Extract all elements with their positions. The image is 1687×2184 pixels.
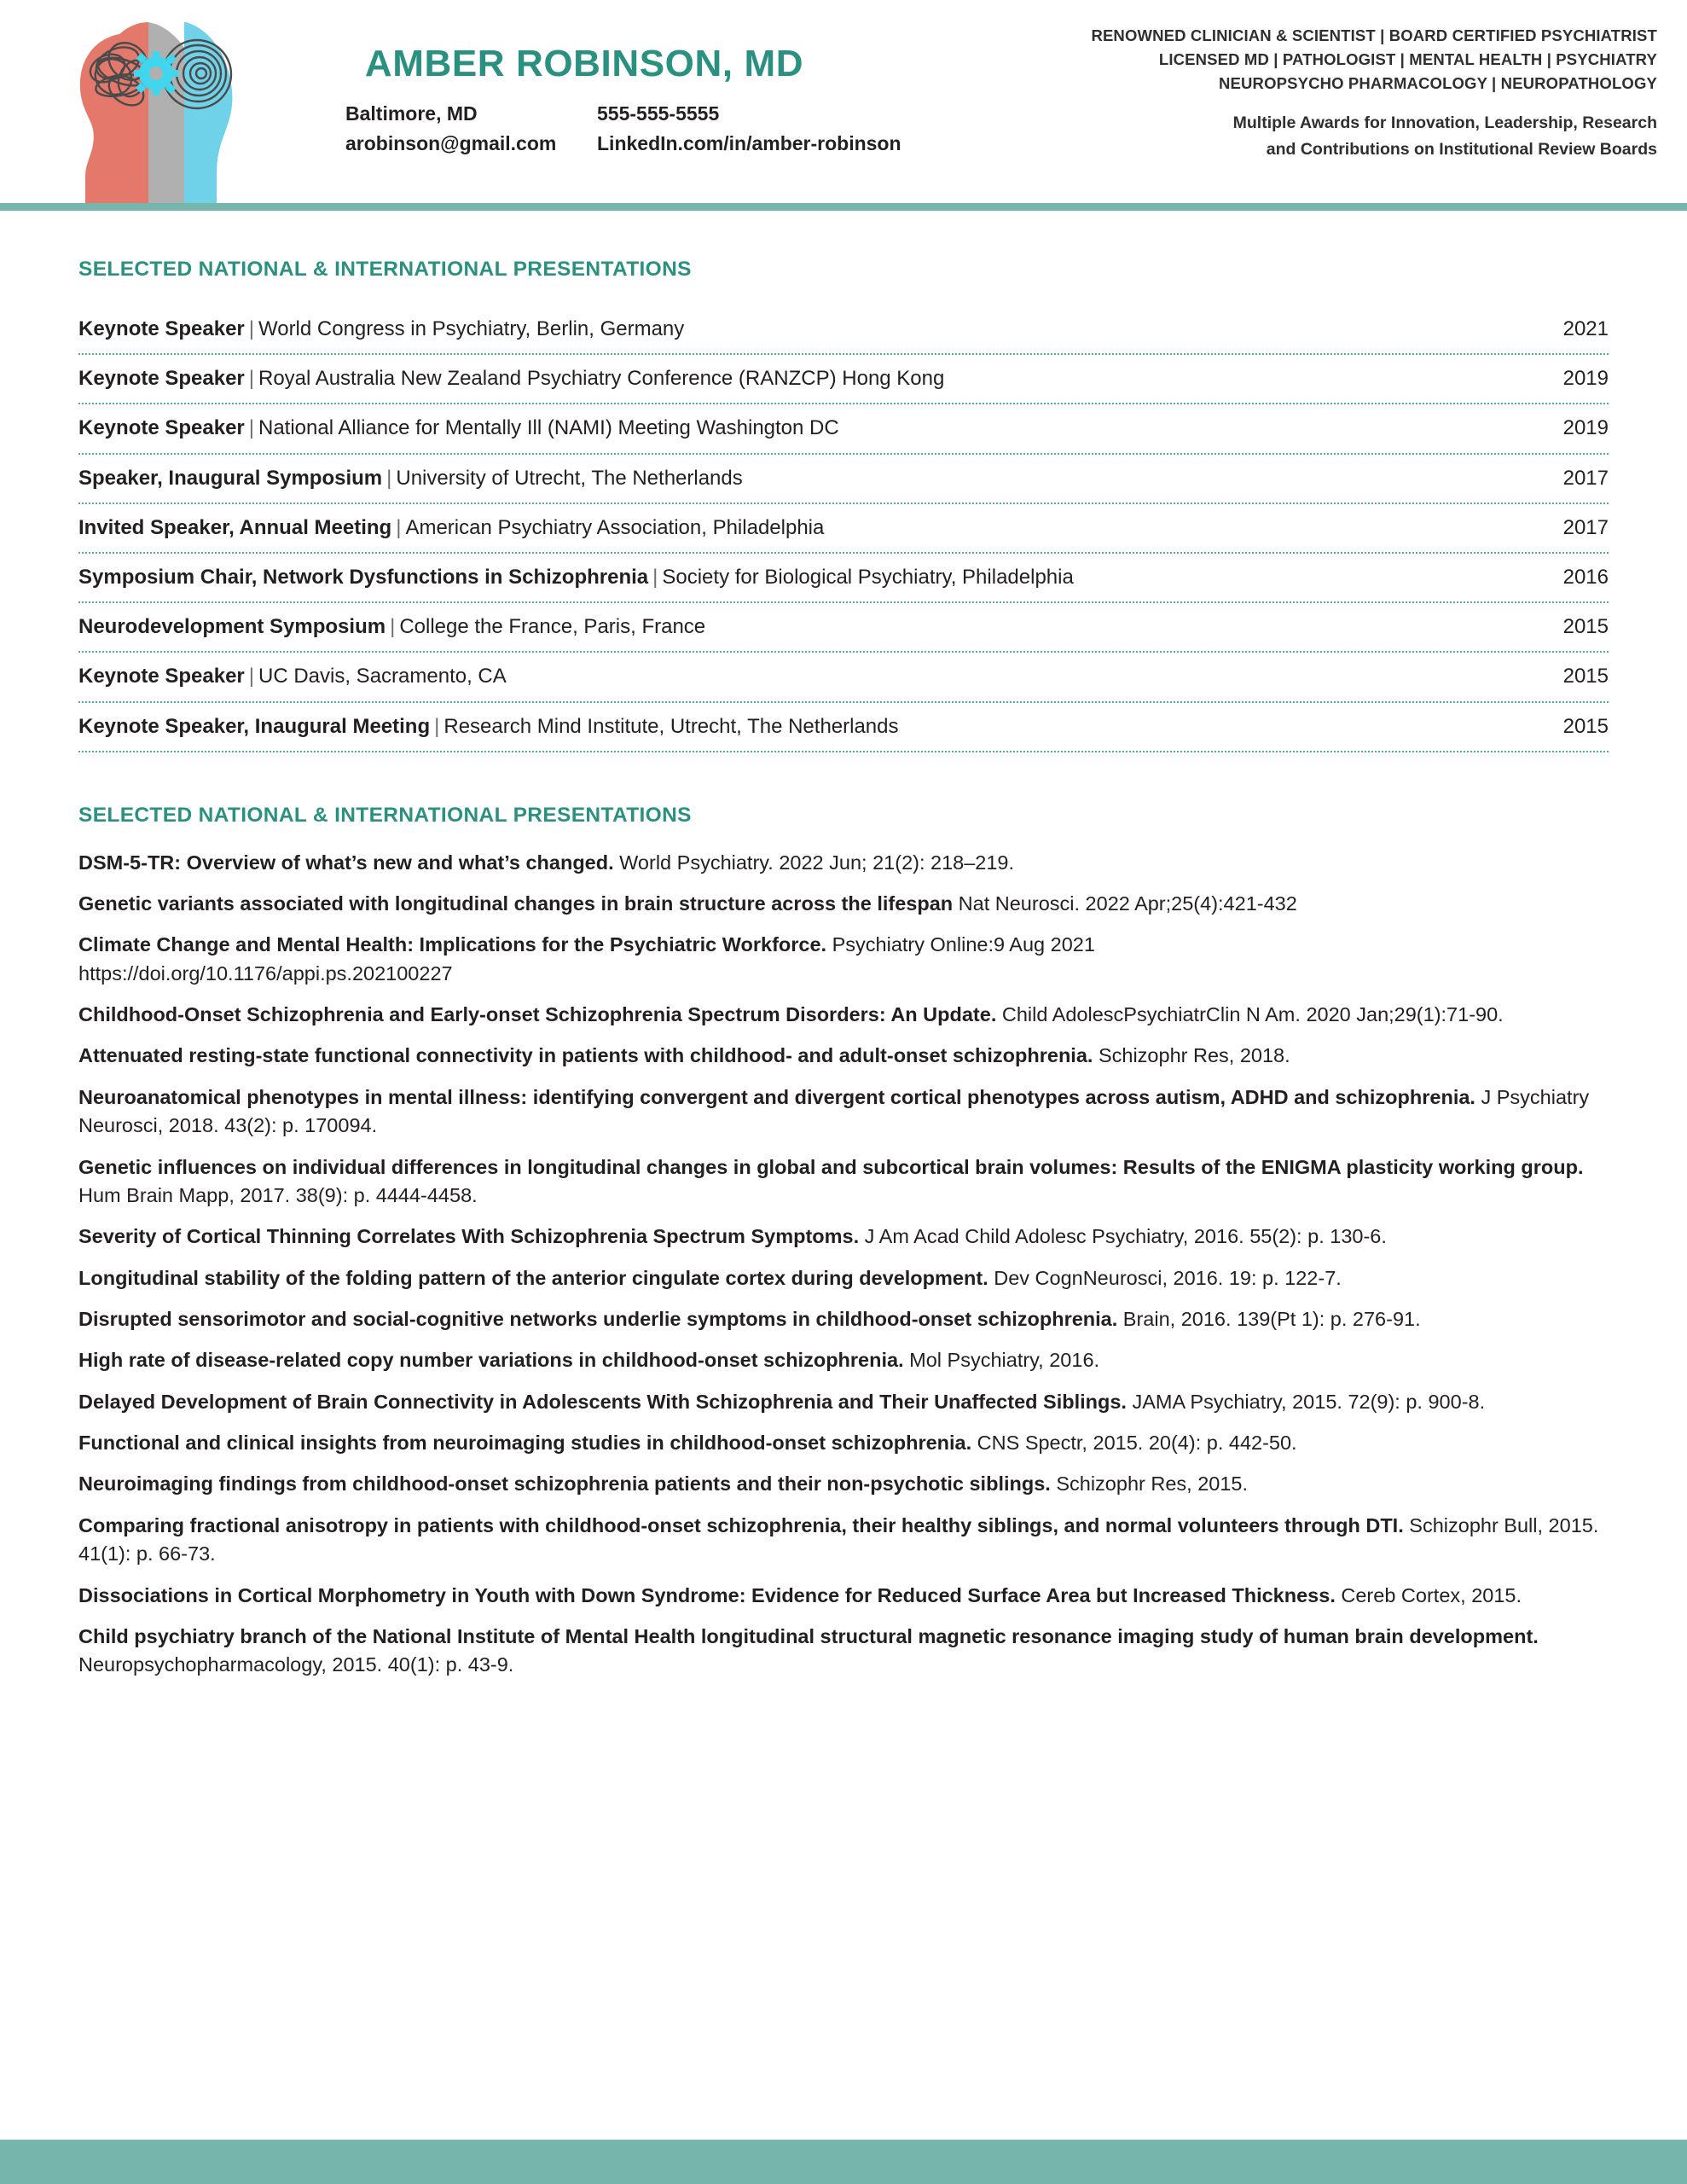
credential-line-3: NEUROPSYCHO PHARMACOLOGY | NEUROPATHOLOGY: [1219, 74, 1657, 93]
publication-title: Genetic variants associated with longitudinal changes in brain structure across the lifespan: [78, 892, 954, 915]
presentation-role: Invited Speaker, Annual Meeting: [78, 515, 392, 539]
pipe-separator: |: [652, 565, 658, 589]
presentation-role: Keynote Speaker: [78, 665, 245, 688]
publication-citation: JAMA Psychiatry, 2015. 72(9): p. 900-8.: [1126, 1390, 1486, 1413]
presentation-role: Keynote Speaker: [78, 367, 245, 391]
contact-email[interactable]: arobinson@gmail.com: [345, 132, 557, 155]
presentation-role: Keynote Speaker: [78, 317, 245, 340]
presentation-role: Keynote Speaker, Inaugural Meeting: [78, 714, 431, 738]
presentation-year: 2015: [1562, 665, 1609, 688]
publication-item: [78, 890, 1609, 918]
presentation-year: 2015: [1562, 615, 1609, 639]
publication-title: Functional and clinical insights from neuroimaging studies in childhood-onset schizophrenia.: [78, 1432, 972, 1455]
presentation-text: [78, 613, 705, 640]
publication-item: [78, 1083, 1609, 1141]
presentations-list: [78, 305, 1609, 752]
presentation-detail: University of Utrecht, The Netherlands: [396, 466, 743, 490]
publication-citation: J Am Acad Child Adolesc Psychiatry, 2016. 55(2): p. 130-6.: [859, 1225, 1387, 1248]
contact-linkedin[interactable]: LinkedIn.com/in/amber-robinson: [597, 132, 901, 155]
awards-line-2: and Contributions on Institutional Review Boards: [1266, 139, 1657, 159]
publication-item: [78, 1305, 1609, 1333]
publication-item: [78, 1223, 1609, 1251]
presentation-detail: Research Mind Institute, Utrecht, The Netherlands: [443, 714, 899, 738]
header-divider: [0, 203, 1687, 211]
pipe-separator: |: [386, 466, 392, 490]
publication-title: High rate of disease-related copy number variations in childhood-onset schizophrenia.: [78, 1349, 904, 1372]
publication-title: Neuroanatomical phenotypes in mental illness: identifying convergent and divergent cortical phenotypes across autism, ADHD and schizophrenia.: [78, 1085, 1475, 1108]
publication-title: Childhood-Onset Schizophrenia and Early-onset Schizophrenia Spectrum Disorders: An Update.: [78, 1003, 997, 1026]
publication-title: Longitudinal stability of the folding pattern of the anterior cingulate cortex during development.: [78, 1266, 988, 1289]
presentation-year: 2017: [1562, 515, 1609, 539]
publication-citation: Brain, 2016. 139(Pt 1): p. 276-91.: [1117, 1308, 1421, 1330]
publication-citation: Schizophr Bull, 2015. 41(1): p. 66-73.: [78, 1513, 1599, 1565]
publication-citation: J Psychiatry Neurosci, 2018. 43(2): p. 170094.: [78, 1085, 1590, 1137]
resume-header: [0, 0, 1687, 203]
presentation-row: [78, 603, 1609, 653]
resume-content: [0, 211, 1687, 1693]
publication-doi-link[interactable]: https://doi.org/10.1176/appi.ps.202100227: [78, 961, 453, 985]
presentation-row: [78, 305, 1609, 355]
presentation-role: Speaker, Inaugural Symposium: [78, 466, 383, 490]
presentation-text: [78, 316, 684, 342]
presentation-detail: Society for Biological Psychiatry, Philadelphia: [662, 565, 1074, 589]
publication-citation: Dev CognNeurosci, 2016. 19: p. 122-7.: [988, 1266, 1342, 1289]
presentation-year: 2015: [1562, 714, 1609, 738]
presentation-row: [78, 653, 1609, 702]
presentation-year: 2019: [1562, 416, 1609, 440]
publication-item: [78, 1042, 1609, 1070]
page-title: AMBER ROBINSON, MD: [364, 43, 804, 84]
presentation-detail: Royal Australia New Zealand Psychiatry Conference (RANZCP) Hong Kong: [258, 367, 945, 391]
credential-line-1: RENOWNED CLINICIAN & SCIENTIST | BOARD CERTIFIED PSYCHIATRIST: [1091, 26, 1657, 44]
awards-line-1: Multiple Awards for Innovation, Leadership, Research: [1232, 113, 1657, 133]
publication-item: [78, 1346, 1609, 1374]
presentation-role: Neurodevelopment Symposium: [78, 615, 386, 639]
publication-citation: Child AdolescPsychiatrClin N Am. 2020 Jan;29(1):71-90.: [996, 1003, 1504, 1026]
name-and-contact-block: [345, 44, 959, 155]
publication-citation: Neuropsychopharmacology, 2015. 40(1): p. 43-9.: [78, 1653, 514, 1676]
publication-title: Severity of Cortical Thinning Correlates With Schizophrenia Spectrum Symptoms.: [78, 1225, 860, 1248]
pipe-separator: |: [434, 714, 440, 738]
presentation-text: [78, 713, 899, 740]
presentation-text: [78, 564, 1074, 590]
pipe-separator: |: [248, 665, 254, 688]
presentation-role: Symposium Chair, Network Dysfunctions in Schizophrenia: [78, 565, 649, 589]
publication-title: Neuroimaging findings from childhood-onset schizophrenia patients and their non-psychotic siblings.: [78, 1472, 1051, 1496]
publication-title: Dissociations in Cortical Morphometry in Youth with Down Syndrome: Evidence for Reduced Surface Area but Increased Thickness.: [78, 1583, 1336, 1606]
presentation-row: [78, 455, 1609, 504]
contact-location: Baltimore, MD: [345, 102, 478, 125]
presentation-text: [78, 415, 839, 441]
credentials-tagline: [1026, 24, 1657, 162]
presentation-row: [78, 355, 1609, 404]
footer-bar: [0, 2140, 1687, 2184]
presentation-year: 2016: [1562, 565, 1609, 589]
pipe-separator: |: [248, 317, 254, 340]
publication-title: Child psychiatry branch of the National Institute of Mental Health longitudinal structural magnetic resonance imaging study of human brain development.: [78, 1624, 1539, 1647]
publication-item: [78, 1582, 1609, 1610]
contact-grid: [345, 102, 959, 155]
publications-list: [78, 849, 1609, 1680]
publication-citation: Nat Neurosci. 2022 Apr;25(4):421-432: [953, 892, 1297, 915]
presentation-year: 2021: [1562, 317, 1609, 340]
presentation-year: 2017: [1562, 466, 1609, 490]
publication-item: [78, 849, 1609, 877]
publication-citation: Psychiatry Online:9 Aug 2021: [826, 933, 1095, 956]
publication-item: [78, 1001, 1609, 1029]
publication-item: [78, 1512, 1609, 1569]
publication-title: Genetic influences on individual differences in longitudinal changes in global and subcortical brain volumes: Results of the ENIGMA plasticity working group.: [78, 1155, 1584, 1178]
pipe-separator: |: [396, 515, 402, 539]
presentation-year: 2019: [1562, 367, 1609, 391]
credential-line-2: LICENSED MD | PATHOLOGIST | MENTAL HEALTH | PSYCHIATRY: [1158, 50, 1657, 69]
presentation-detail: National Alliance for Mentally Ill (NAMI) Meeting Washington DC: [258, 416, 839, 440]
publication-item: [78, 1153, 1609, 1211]
presentation-role: Keynote Speaker: [78, 416, 245, 440]
publication-item: [78, 931, 1609, 988]
awards-block: [1026, 110, 1657, 161]
publication-citation: CNS Spectr, 2015. 20(4): p. 442-50.: [971, 1432, 1297, 1455]
presentation-row: [78, 703, 1609, 752]
presentation-detail: American Psychiatry Association, Philadelphia: [405, 515, 825, 539]
publication-title: Attenuated resting-state functional connectivity in patients with childhood- and adult-onset schizophrenia.: [78, 1044, 1093, 1067]
publication-title: Climate Change and Mental Health: Implications for the Psychiatric Workforce.: [78, 933, 827, 956]
publication-title: DSM-5-TR: Overview of what’s new and what’s changed.: [78, 851, 614, 874]
presentation-detail: UC Davis, Sacramento, CA: [258, 665, 507, 688]
contact-phone[interactable]: 555-555-5555: [597, 102, 720, 125]
presentation-row: [78, 504, 1609, 554]
presentation-text: [78, 465, 743, 491]
publication-item: [78, 1264, 1609, 1292]
section-title-presentations: SELECTED NATIONAL & INTERNATIONAL PRESENTATIONS: [78, 258, 692, 281]
presentation-row: [78, 404, 1609, 454]
pipe-separator: |: [248, 367, 254, 391]
brain-heads-logo-icon: [67, 10, 246, 203]
publication-title: Delayed Development of Brain Connectivity in Adolescents With Schizophrenia and Their Unaffected Siblings.: [78, 1390, 1127, 1413]
publication-citation: Cereb Cortex, 2015.: [1335, 1583, 1522, 1606]
publication-item: [78, 1388, 1609, 1416]
publication-citation: Mol Psychiatry, 2016.: [903, 1349, 1100, 1372]
presentation-detail: College the France, Paris, France: [399, 615, 706, 639]
section-title-publications: SELECTED NATIONAL & INTERNATIONAL PRESENTATIONS: [78, 803, 692, 827]
publication-item: [78, 1470, 1609, 1498]
publication-item: [78, 1623, 1609, 1680]
presentation-text: [78, 365, 944, 392]
presentation-detail: World Congress in Psychiatry, Berlin, Germany: [258, 317, 685, 340]
publication-title: Disrupted sensorimotor and social-cognitive networks underlie symptoms in childhood-onset schizophrenia.: [78, 1308, 1118, 1330]
pipe-separator: |: [248, 416, 254, 440]
pipe-separator: |: [390, 615, 396, 639]
publication-citation: World Psychiatry. 2022 Jun; 21(2): 218–219.: [613, 851, 1015, 874]
presentation-row: [78, 554, 1609, 603]
presentation-text: [78, 514, 824, 541]
publication-citation: Schizophr Res, 2018.: [1093, 1044, 1290, 1067]
publication-citation: Hum Brain Mapp, 2017. 38(9): p. 4444-4458.: [78, 1183, 478, 1206]
publication-citation: Schizophr Res, 2015.: [1050, 1472, 1249, 1496]
publication-title: Comparing fractional anisotropy in patients with childhood-onset schizophrenia, their healthy siblings, and normal volunteers through DTI.: [78, 1513, 1404, 1536]
presentation-text: [78, 663, 507, 689]
publication-item: [78, 1429, 1609, 1457]
